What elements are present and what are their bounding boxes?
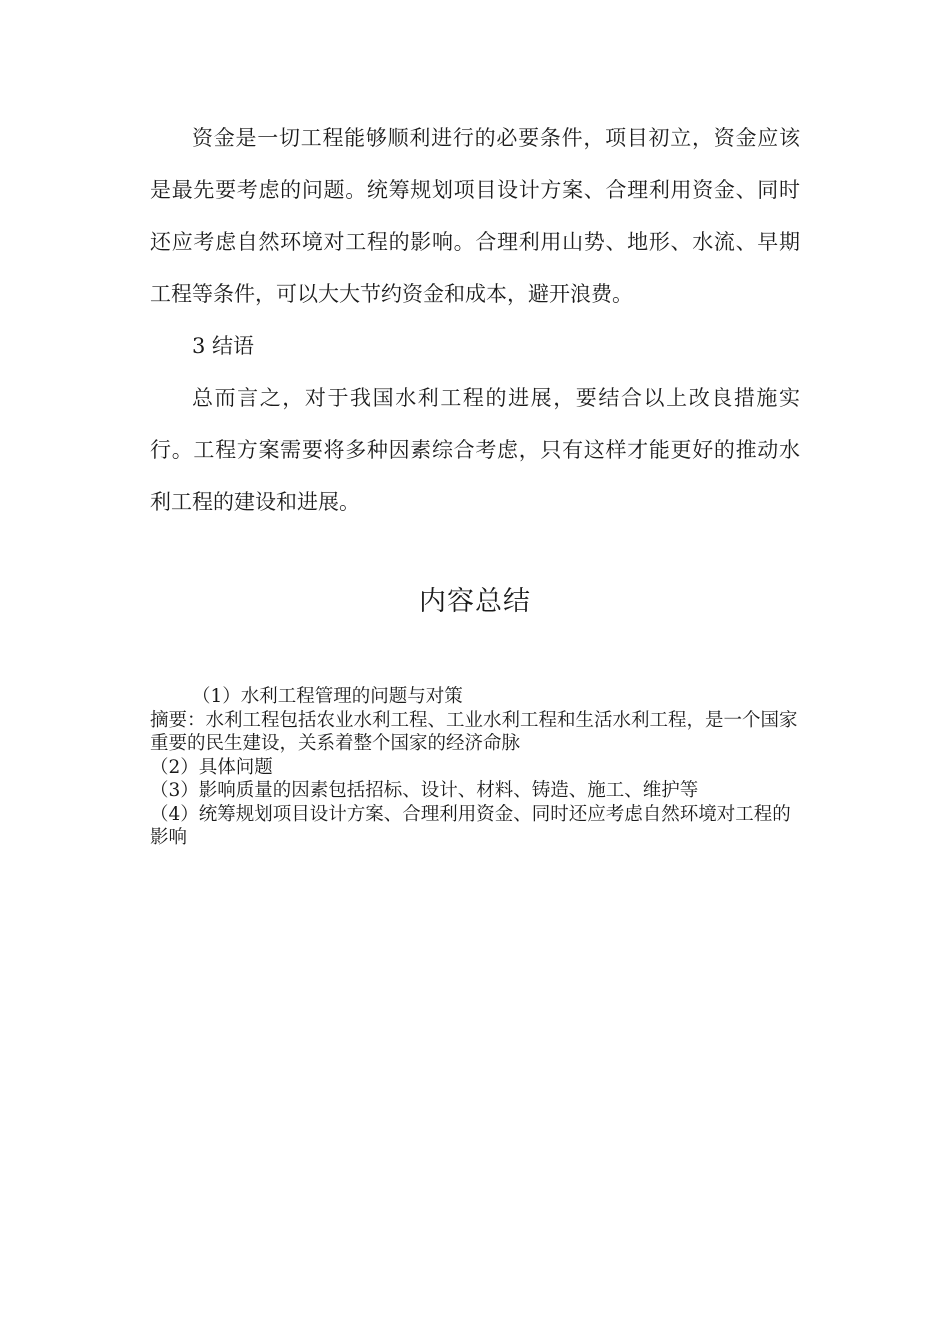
summary-line-1: （1）水利工程管理的问题与对策	[192, 686, 463, 707]
summary-title: 内容总结	[419, 586, 531, 617]
summary-line-3: （3）影响质量的因素包括招标、设计、材料、铸造、施工、维护等	[150, 780, 699, 801]
body-text	[150, 112, 800, 528]
body-paragraph-funding: 资金是一切工程能够顺利进行的必要条件，项目初立，资金应该是最先要考虑的问题。统筹规划项目设计方案、合理利用资金、同时还应考虑自然环境对工程的影响。合理利用山势、地形、水流、早期工程等条件，可以大大节约资金和成本，避开浪费。	[150, 126, 800, 306]
summary-block	[150, 685, 800, 850]
section-heading-conclusion: 3 结语	[192, 334, 255, 358]
summary-line-2: （2）具体问题	[150, 756, 273, 778]
summary-abstract: 摘要：水利工程包括农业水利工程、工业水利工程和生活水利工程，是一个国家重要的民生建设，关系着整个国家的经济命脉	[150, 709, 798, 754]
summary-line-4: （4）统筹规划项目设计方案、合理利用资金、同时还应考虑自然环境对工程的影响	[150, 803, 791, 848]
body-paragraph-conclusion: 总而言之，对于我国水利工程的进展，要结合以上改良措施实行。工程方案需要将多种因素综合考虑，只有这样才能更好的推动水利工程的建设和进展。	[150, 386, 800, 514]
